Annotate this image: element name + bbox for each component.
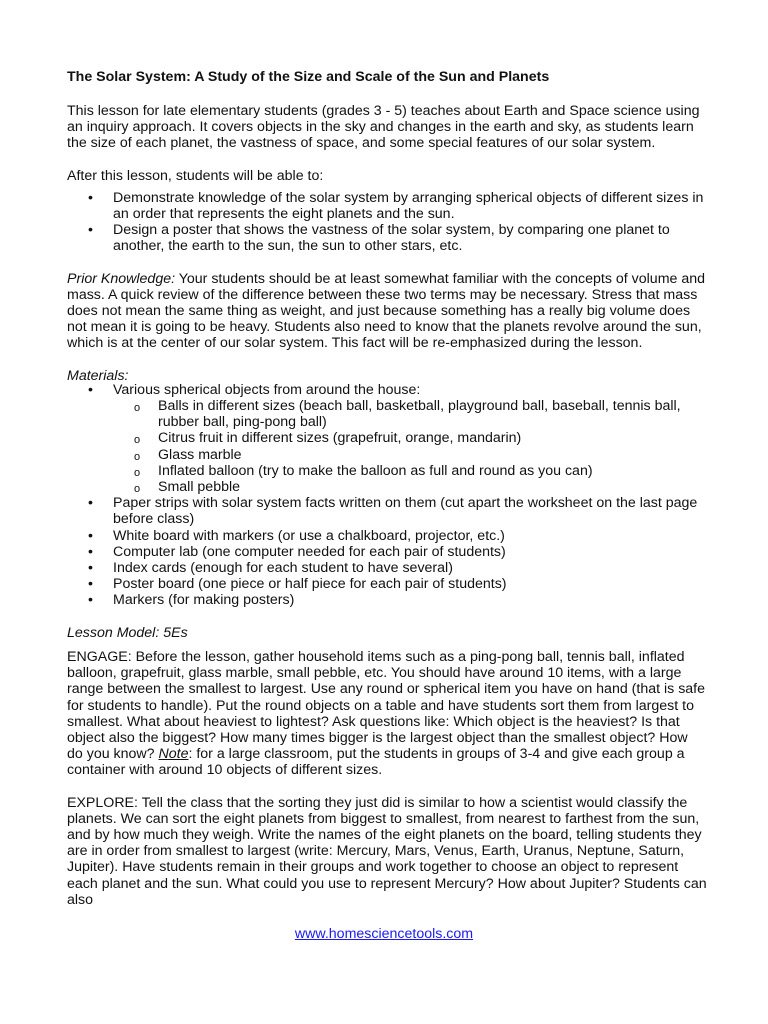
list-item: [113, 447, 707, 463]
engage-paragraph: [67, 649, 707, 779]
bullet-icon: •: [88, 576, 93, 593]
bullet-icon: •: [88, 222, 93, 239]
list-item: [113, 430, 707, 446]
list-item: [67, 576, 707, 592]
bullet-icon: •: [88, 543, 93, 560]
list-item: [67, 560, 707, 576]
list-item: [67, 222, 707, 254]
list-item: [67, 544, 707, 560]
prior-knowledge-text: Your students should be at least somewhat familiar with the concepts of volume and mass. A quick review of the difference between these two terms may be necessary. Stress that mass does not mean the same thing as weight, and just because something has a really big volume does not mean it is going to be heavy. Students also need to know that the planets revolve around the sun, which is at the center of our solar system. This fact will be re-emphasized during the lesson.: [67, 270, 706, 352]
list-item: [67, 495, 707, 527]
bullet-icon: •: [88, 381, 93, 398]
objective-text: Demonstrate knowledge of the solar system by arranging spherical objects of different sizes in an order that represents the eight planets and the sun.: [113, 189, 704, 223]
circle-bullet-icon: o: [134, 402, 141, 415]
object-text: Citrus fruit in different sizes (grapefruit, orange, mandarin): [158, 430, 522, 447]
material-text: Index cards (enough for each student to have several): [113, 560, 453, 577]
bullet-icon: •: [88, 527, 93, 544]
material-text: White board with markers (or use a chalkboard, projector, etc.): [113, 527, 505, 544]
material-text: Markers (for making posters): [113, 592, 295, 609]
prior-knowledge-paragraph: [67, 271, 707, 352]
engage-text: ENGAGE: Before the lesson, gather household items such as a ping-pong ball, tennis ball, inflated balloon, grapefruit, glass marble, small pebble, etc. You should have around 10 items, with a large range between the smallest to largest. Use any round or spherical item you have on hand (that is safe for students to handle). Put the round objects on a table and have students sort them from largest to smallest. What about heaviest to lightest? Ask questions like: Which object is the heaviest? Is that object also the biggest? How many times bigger is the largest object than the smallest object? How do you know?: [67, 648, 706, 763]
lesson-model-heading: Lesson Model: 5Es: [67, 624, 188, 641]
circle-bullet-icon: o: [134, 466, 141, 479]
objective-text: Design a poster that shows the vastness of the solar system, by comparing one planet to another, the earth to the sun, the sun to other stars, etc.: [113, 222, 670, 255]
bullet-icon: •: [88, 560, 93, 577]
document-title: The Solar System: A Study of the Size and Scale of the Sun and Planets: [67, 69, 550, 85]
materials-list: [67, 382, 707, 609]
material-text: Computer lab (one computer needed for each pair of students): [113, 543, 506, 560]
note-label: Note: [158, 746, 189, 763]
document-body: [67, 69, 707, 924]
prior-knowledge-label: Prior Knowledge:: [67, 270, 176, 287]
engage-note-text: : for a large classroom, put the students in groups of 3-4 and give each group a container with around 10 objects of different sizes.: [67, 746, 685, 779]
object-text: Small pebble: [158, 479, 241, 496]
material-text: Various spherical objects from around the house:: [113, 381, 421, 398]
material-text: Paper strips with solar system facts written on them (cut apart the worksheet on the last page before class): [113, 495, 698, 528]
list-item: [113, 479, 707, 495]
list-item: [67, 528, 707, 544]
list-item: [67, 592, 707, 608]
bullet-icon: •: [88, 592, 93, 609]
circle-bullet-icon: o: [134, 483, 141, 496]
materials-heading: Materials:: [67, 367, 129, 384]
intro-paragraph: This lesson for late elementary students (grades 3 - 5) teaches about Earth and Space science using an inquiry approach. It covers objects in the sky and changes in the earth and sky, as students learn the size of each planet, the vastness of space, and some special features of our solar system.: [67, 103, 700, 152]
page-footer: [0, 926, 768, 942]
objectives-list: [67, 190, 707, 255]
list-item: [113, 463, 707, 479]
circle-bullet-icon: o: [134, 434, 141, 447]
explore-paragraph: EXPLORE: Tell the class that the sorting they just did is similar to how a scientist would classify the planets. We can sort the eight planets from biggest to smallest, from nearest to farthest from the sun, and by how much they weigh. Write the names of the eight planets on the board, telling students they are in order from smallest to largest (write: Mercury, Mars, Venus, Earth, Uranus, Neptune, Saturn, Jupiter). Have students remain in their groups and work together to choose an object to represent each planet and the sun. What could you use to represent Mercury? How about Jupiter? Students can also: [67, 794, 707, 908]
list-item: [67, 382, 707, 495]
list-item: [67, 190, 707, 222]
object-text: Inflated balloon (try to make the balloon as full and round as you can): [158, 462, 593, 479]
circle-bullet-icon: o: [134, 450, 141, 463]
object-text: Balls in different sizes (beach ball, basketball, playground ball, baseball, tennis ball, rubber ball, ping-pong ball): [158, 398, 681, 431]
material-text: Poster board (one piece or half piece for each pair of students): [113, 576, 507, 593]
list-item: [113, 398, 707, 430]
bullet-icon: •: [88, 189, 93, 206]
object-text: Glass marble: [158, 446, 242, 463]
website-link[interactable]: www.homesciencetools.com: [294, 926, 474, 942]
objectives-lead: After this lesson, students will be able to:: [67, 167, 324, 184]
bullet-icon: •: [88, 495, 93, 512]
objects-sublist: [113, 398, 707, 495]
